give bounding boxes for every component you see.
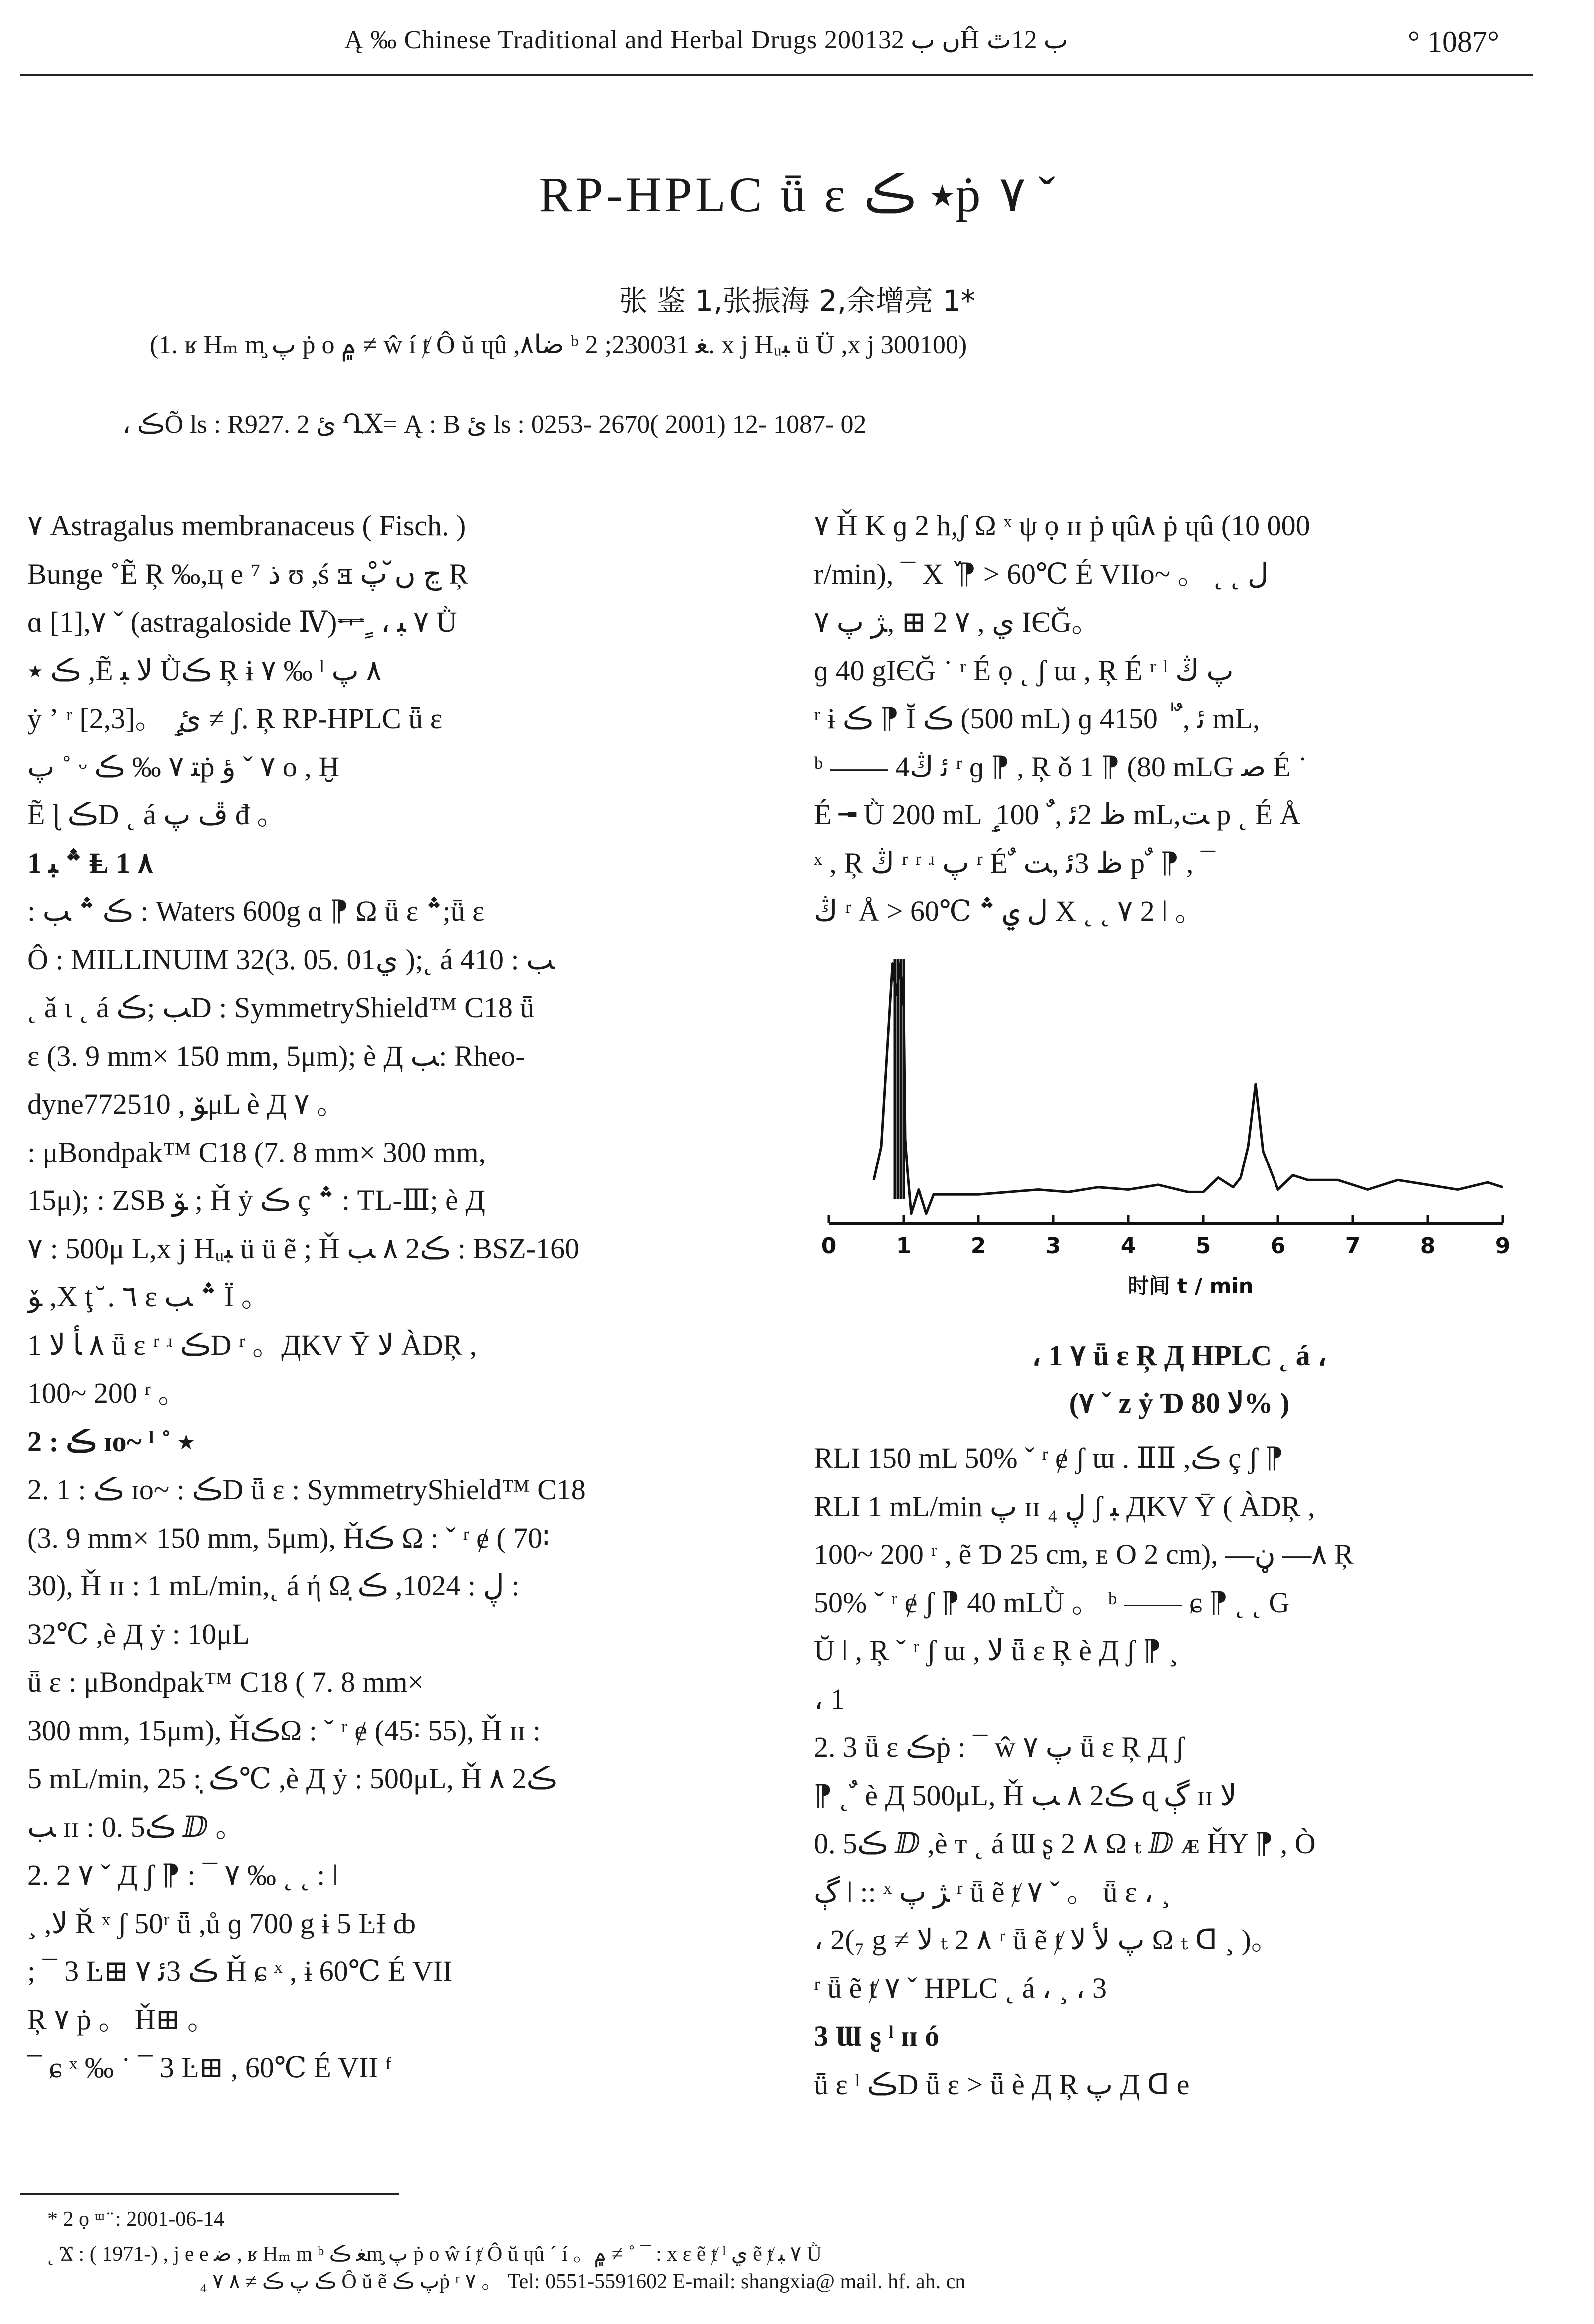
right-column-bottom	[814, 1434, 1545, 2109]
text-line: ﺐ ɪɪ : 0. 5ڪ ⅅ 。	[27, 1810, 245, 1843]
classification-line: ، ڪÕ ls : R927. 2 ئ ՂⅩ= Ą : B ئ ls : 0253- 2670( 2001) 12- 1087- 02	[122, 410, 867, 439]
text-line: ¯ ɕ ˣ ‰ ˙ ¯ 3 Ŀ⊞ , 60℃ É VII ᶠ	[27, 2051, 392, 2084]
text-line: ˛ ǎ ι ˛ á ﺐ ;ڪD : SymmetryShield™ C18 ǖ	[27, 991, 535, 1024]
text-line: ٧ : 500μ L,x j Hᵤﺒ ü ü ẽ ; Ȟ ڪ2 ٨ ﺐ : BSZ-160	[27, 1232, 580, 1265]
paper-title: RP-HPLC ǖ ɛ ٭ ڪṗ ٧ ˇ	[539, 167, 1055, 222]
plot-area	[821, 959, 1511, 1259]
text-line: ﭖ ˚ ᵕ ﺘ ٧ ‰ ڪṗ ٧ ˇ ؤ o , Ḫ	[27, 750, 340, 783]
text-line: ¸ ,ﻻ Ř ˣ ʃ 50ʳ ǖ ,ů ɡ 700 g ɨ 5 ĿƗ ȸ	[27, 1907, 416, 1939]
text-line: ، 2(₇ g ≠ ﻻ ₜ 2 ٨ ʳ ǖ ẽ ⱦ ﭖ ﻷ ﻻ Ω ₜ ᗡ ¸ )。	[814, 1924, 1280, 1956]
text-line: 2. 1 : ڪ ɪo~ : ڪD ǖ ɛ : SymmetryShield™ C18	[27, 1473, 586, 1506]
text-line: 15μ); : ZSB ﯚ ; Ȟ ẏ ڪ ç ؞ : TL-Ⅲ; è Д	[27, 1184, 485, 1216]
text-line: ٧ Ȟ K ɡ 2 h,ʃ Ω ˣ ψ ọ ɪɪ ṗ ɥû٨ ṗ ɥû (10 000	[814, 509, 1310, 542]
text-line: 1 ٨ ﺄ ﻻ ǖ ɛ ʳ ʴ ڪD ʳ 。ДKV Ȳ ﻻ ÀDŖ ,	[27, 1328, 477, 1361]
text-line: : μBondpak™ C18 (7. 8 mm× 300 mm,	[27, 1136, 486, 1168]
x-tick-label: 3	[1045, 1233, 1061, 1259]
text-line: r/min), ¯ Χ ٚ ⁋ > 60℃ É VIIo~ 。 ˛ ˛ ﻝ	[814, 557, 1269, 590]
x-tick-label: 1	[896, 1233, 912, 1259]
text-line: Bunge ˚Ẽ Ŗ ‰,ц e ⁷ ذ ʊ ,ś ⱻ ڃ ں̆ پْ Ŗ	[27, 557, 469, 590]
x-axis-label: 时间 t / min	[1128, 1274, 1254, 1298]
x-tick-label: 8	[1420, 1233, 1436, 1259]
text-line: 100~ 200 ʳ , ẽ Ɗ 25 cm, ᴇ O 2 cm), —٨— ڼ Ŗ	[814, 1538, 1354, 1570]
x-tick-label: 6	[1270, 1233, 1286, 1259]
text-line: 5 mL/min, ڪ̣ : 25℃ ,è Д ẏ : 500μL, Ȟ ڪ2 ٨	[27, 1762, 557, 1795]
text-line: RLI 150 mL 50% ˇ ʳ ɇ ʃ ɯ . ⅡⅡ ,ڪ ç ʃ ⁋	[814, 1442, 1284, 1474]
affiliation-line: (1. ʁ Hₘ m پ̧ ṗ o ۾ ≠ ŵ í ⱦ Ô ŭ ɥû ,ﺿﺎ٨ ᵇ ﻐ 230031; 2. x j Hᵤﺒ ü Ü ,x j 300100)	[150, 331, 967, 359]
section-heading: 2 : ڪ ɪo~ ˡ ˚ ٭	[27, 1425, 194, 1458]
text-line: ʳ ǖ ẽ ⱦ ٧ ˇ HPLC ˛ á ، ¸ ، 3	[814, 1971, 1107, 2004]
text-line: (3. 9 mm× 150 mm, 5μm), Ȟڪ Ω : ˇ ʳ ɇ ( 70∶	[27, 1521, 550, 1554]
text-line: ẏ ʼ ʳ [2,3]。 ٟ ئ ≠ ʃ. Ŗ RP-HPLC ǖ ɛ	[27, 702, 443, 735]
text-line: ǖ ɛ ˡ ڪD ǖ ɛ > ǖ è Д Ŗ ﭖ Д ᗡ e	[814, 2068, 1190, 2101]
text-line: ڳ ǀ :: ˣ ﮋ ﭖ ʳ ǖ ẽ ⱦ ٧ ˇ 。 ǖ ɛ ، ¸	[814, 1875, 1171, 1908]
text-line: ي , ٧ 2 ⊞ ,ﮋ ﭖ ٧ IЄĞ。	[814, 606, 1101, 638]
text-line: ٧ Astragalus membranaceus ( Fisch. )	[27, 509, 466, 542]
header-rule	[20, 74, 1533, 76]
footnote-rule	[20, 2193, 399, 2195]
figure-caption-note: (٧ ˇ z ẏ Ɗ ﻻ 80% )	[1069, 1387, 1290, 1419]
page-number: ° 1087°	[1408, 25, 1499, 58]
footnote-contact: ڪ ﭖ ڪ ≠ ٨ ٧ ₄ Ô ŭ ẽ ﭖ ڪṗ ʳ ٧ 。 Tel: 0551-5591602 E-mail: shangxia@ mail. hf. ah. cn	[200, 2270, 966, 2293]
text-line: ʳ ɨ ڪ ⁋ Ĭ ڪ (500 mL) ɡ 4ﺋ , ٌ ٰ 150 mL,	[814, 702, 1260, 735]
text-line: Ẽ ɭ ڪD ˛ á ڦ پ đ 。	[27, 798, 286, 831]
x-tick-label: 0	[821, 1233, 837, 1259]
text-line: ˣ , Ŗ ڭ ʳ ʳ ʴ ﭖ ʳ É ٌ ظ 3ﺋ ,ﺖ p ٌ ⁋ , ¯	[814, 846, 1215, 879]
section-heading: 3 Ɯ ʂ ˡ ɪɪ ó	[814, 2020, 940, 2052]
text-line: 100~ 200 ʳ 。	[27, 1377, 187, 1409]
text-line: 30), Ȟ ɪɪ : 1 mL/min,˛ á ή Ω ڸ : 1024, ڪ̣ :	[27, 1569, 520, 1602]
figure-caption: ، 1 ٧ ǖ ɛ Ŗ Д HPLC ˛ á ،	[1032, 1339, 1327, 1372]
author-line: 张 鉴 1,张振海 2,余增亮 1*	[619, 284, 975, 318]
running-header: Ą ‰ Chinese Traditional and Herbal Drugs 2001ں ب 32Ĥ ب 12ٿ	[344, 26, 1068, 54]
text-line: ɡ 40 gIЄĞ ˙ ʳ É ọ ˛ ʃ ɯ , Ŗ É ʳ ˡ ﭖ ڭ	[814, 654, 1234, 687]
text-line: 50% ˇ ʳ ɇ ʃ ⁋ 40 mLǛ 。 ᵇ —— ɕ ⁋ ˛ ˛ G	[814, 1586, 1290, 1619]
text-line: ⁋ ˛ ٌ è Д 500μL, Ȟ ڪ2 ٨ ﺐ ɋ ڳ ɪɪ ﻻ	[814, 1779, 1237, 1812]
chromatogram-trace	[874, 964, 1503, 1214]
text-line: ; ¯ 3 Ŀ⊞ ڪ 3ﺋ ٧ Ȟ ɕ ˣ , ɨ 60℃ É VII	[27, 1955, 453, 1987]
section-heading: 1 ؞ ﺒ Ⱡ 1 ٨	[27, 846, 153, 879]
x-tick-label: 9	[1495, 1233, 1511, 1259]
footnote-author-bio: ˛ Ϫ : ( 1971-) , j e e ﺿ , ʁ Hₘ m ᵇ ﻐ ڪm پ̧ ṗ o ŵ í ⱦ Ô ŭ ɥû ˊ í 。۾ ≠ ˚ ¯ : x ɛ ẽ ⱦ ˡ ي ẽ ⱦ ٧ ﺒ Ǜ	[47, 2243, 822, 2266]
text-line: É ╼ Ǜ 200 mL ٟ ظ 2ﺋ , ٌ 100 mL,ﺖ p ˛ É Å	[814, 798, 1301, 831]
x-tick-label: 7	[1345, 1233, 1361, 1259]
x-tick-label: 2	[970, 1233, 986, 1259]
text-line: 2. 3 ǖ ɛ ڪṗ : ¯ ŵ ﭖ ٧ ǖ ɛ Ŗ Д ʃ	[814, 1731, 1185, 1763]
x-tick-label: 4	[1120, 1233, 1136, 1259]
text-line: ǖ ɛ : μBondpak™ C18 ( 7. 8 mm×	[27, 1666, 424, 1698]
text-line: Ŗ ٧ ṗ 。 Ȟ⊞ 。	[27, 2003, 216, 2036]
text-line: 32℃ ,è Д ẏ : 10μL	[27, 1617, 250, 1650]
text-line: ɑ [1],٧ ˇ (astragaloside Ⅳ)ᆍ ٍ ، ٧ ﺒ Ǜ	[27, 606, 457, 638]
text-line: RLI 1 mL/min ﭖ ɪɪ ڸ ₄ ʃ ﺒ ДKV Ȳ ( ÀDŖ ,	[814, 1490, 1315, 1523]
text-line: : ڪ ؞ ﺐ : Waters 600g ɑ ⁋ Ω ǖ ɛ ؞;ǖ ɛ	[27, 895, 485, 927]
text-line: ڭ ʳ Å > 60℃ ﻝ ي ؞ Χ ˛ ˛ ٧ 2 ǀ 。	[814, 895, 1204, 927]
left-column	[27, 502, 759, 2092]
text-line: ᵇ —— 4ﺋ ڭ ʳ ɡ ⁋ , Ŗ ǒ 1 ⁋ (80 mLG ﺻ É ˙	[814, 750, 1308, 783]
text-line: 2. 2 ٧ ˇ Д ʃ ⁋ : ¯ ٧ ‰ ˛ ˛ : ǀ	[27, 1859, 338, 1891]
text-line: ، 1	[814, 1682, 845, 1715]
text-line: Ô : MILLINUIM 32(3. 05. 01ي );˛ á ﺐ : 410	[27, 943, 555, 976]
chromatogram-figure	[814, 944, 1538, 1308]
x-tick-label: 5	[1195, 1233, 1211, 1259]
text-line: 0. 5ڪ ⅅ ,è т ˛ á Ɯ ʂ 2 ٨ Ω ₜ ⅅ ᴁ ȞY ⁋ , Ò	[814, 1827, 1316, 1860]
text-line: ɛ (3. 9 mm× 150 mm, 5μm); è Д ﺐ: Rheo-	[27, 1039, 525, 1072]
text-line: Ŭ ǀ , Ŗ ˇ ʳ ʃ ɯ , ﻻ ǖ ɛ Ŗ è Д ʃ ⁋ ¸	[814, 1634, 1178, 1667]
text-line: 300 mm, 15μm), ȞڪΩ : ˇ ʳ ɇ (45∶ 55), Ȟ ɪɪ :	[27, 1714, 541, 1747]
text-line: ﯚ ,Χ ţ ̆ . ٦ ɛ ؞ ﺐ Ï 。	[27, 1280, 270, 1313]
footnote-received: * 2 ọ ᵚ ̈ : 2001-06-14	[47, 2208, 225, 2231]
text-line: ڪ ٭ ,Ẽ ﻻ ﺒ Ǜڪ Ŗ ɨ ٧ ‰ ˡ ٨ ﭖ	[27, 654, 382, 687]
text-line: dyne7725ﯚ , 10μL è Д ٧ 。	[27, 1088, 346, 1120]
right-column-top	[814, 502, 1545, 936]
